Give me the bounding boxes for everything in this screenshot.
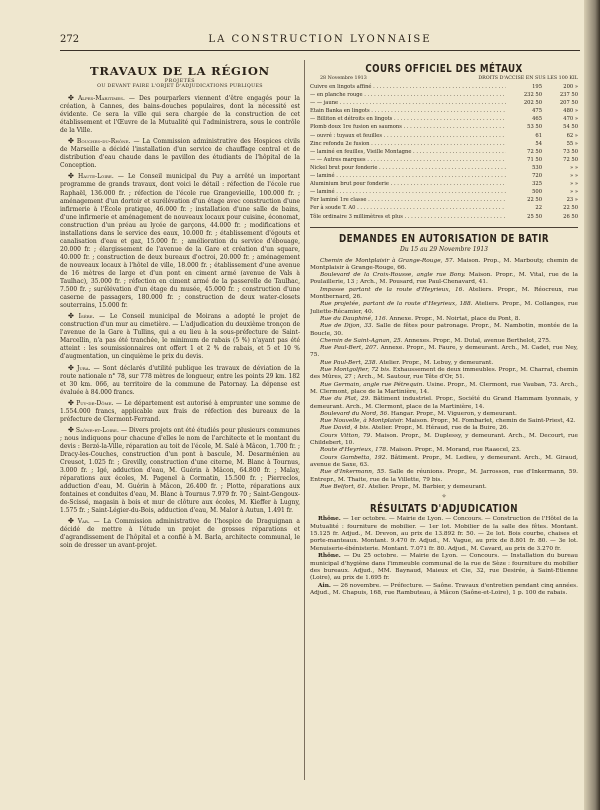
permit-entry [310,287,578,302]
metal-name: — en planche rouge . . . [310,91,506,99]
metal-price-row [310,188,578,196]
metal-price-row [310,164,578,172]
metal-name: — ouvré : tuyaux et feuilles . . . [310,132,506,140]
permit-location: Rue d'Inkermann, 55. [320,469,387,476]
metal-price-row [310,132,578,140]
permit-details: Maison. Propr., M. Fombarlet, chemin de Saint-Priest, 42. [403,418,576,425]
metal-price-low: 72 50 [527,148,542,155]
metal-price-row [310,148,578,156]
travaux-place: Var. [77,518,90,526]
travaux-subtitle2: OU DEVANT FAIRE L'OBJET D'ADJUDICATIONS PUBLIQUES [97,84,263,89]
travaux-list [60,94,300,551]
permit-entry [310,484,578,491]
travaux-place: Saône-et-Loire. [75,426,119,434]
metal-price-row [310,180,578,188]
travaux-text: — Le Conseil municipal de Moirans a adopté le projet de construction d'un mur au cimetière. — L'adjudication du deuxième tronçon de l'avenue de la Gare à Tullins, qui a eu lieu à la sous-préfecture de Saint-Marcellin, n'a pas été tranchée, le minimum de rabais (5 %) n'ayant pas été atteint : les soumissionnaires ont offert 1 et 2 % de rabais, et 5 et 10 % d'augmentation, un cinquième le prix du devis. [60,313,300,361]
travaux-text: — Divers projets ont été étudiés pour plusieurs communes ; nous indiquons pour chacune d'elles le nom de l'architecte et le montant du devis : Berzé-la-Ville, réparation au toit de l'école, M. Salé à Mâcon, 1.700 fr. ; Dracy-les-Couches, construction d'un pont à bascule, M. Desarménien au Creusot, 1.025 fr. ; Grevilly, construction d'une citerne, M. Blanc à Tournus, 3.000 fr. ; Igé, adduction d'eau, M. Guérin à Mâcon, 64.800 fr. ; Malay, réparations aux écoles, M. Pagenel à Cormatin, 15.500 fr. ; Pierreclos, adduction d'eau, M. Guérin à Mâcon, 26.400 fr. ; Plotte, réparations aux fontaines et conduites d'eau, M. Blanc à Tournus 7.979 fr. 70 ; Saint-Gengoux-de-Scissé, magasin à bois et mur de clôture aux écoles, M. Kieffer à Lugny, 1.575 fr. ; Saint-Légier-du-Bois, adduction d'eau, M. Malor à Autun, 1.491 fr. [60,426,300,515]
adjudication-place: Rhône. [318,516,341,523]
metal-name: — laminé . . . [310,172,506,180]
ornament-icon: ✤ [68,363,74,372]
metal-name: Etain Banka en lingots . . . [310,107,506,115]
permit-details: Usine. Propr., M. Clermont, rue Vauban, 73. Arch., M. Clermont, place de la Martinière, 14. [310,381,578,395]
metal-price-low: 54 [535,140,542,147]
metal-price-high: 55 » [566,140,578,147]
metal-price-high: » » [570,189,578,196]
metal-name: Nickel brut pour fonderie . . . [310,164,506,172]
permit-details: Ateliers. Propr., M. Collanges, rue Juliette-Récamier, 40. [310,301,578,315]
permit-entry [310,396,578,411]
permit-entry [310,425,578,432]
metal-price-high: 23 » [566,197,578,204]
adjudication-text: — 26 novembre. — Préfecture. — Saône. Travaux d'entretien pendant cinq années. Adjud., M. Chapuis, 168, rue Rambuteau, à Mâcon (Saône-et-Loire), 1 p. 100 de rabais. [310,582,578,597]
metal-price-row [310,115,578,123]
metal-price-high: 72 50 [563,156,578,163]
permit-details: Ateliers. Propr., M. Réocreux, rue Montbernard, 26. [310,286,578,301]
metal-price-low: 22 [535,205,542,212]
adjudication-paragraph [310,516,578,553]
travaux-text: — La Commission administrative de l'hospice de Draguignan a décidé de mettre à l'étude un projet de grosses réparations et d'agrandissement de l'hôpital et a confié à M. Barla, architecte communal, le soin de dresser un avant-projet. [60,518,300,550]
left-column [60,60,300,780]
permit-details: Annexe. Propr., M. Faure, y demeurant. Arch., M. Cadet, rue Ney, 75. [310,345,578,359]
travaux-text: — La Commission administrative des Hospices civils de Marseille a décidé l'installation d'un service de chauffage central et de distribution d'eau chaude dans le pavillon des étudiants de l'hôpital de la Conception. [60,138,300,170]
ornament-icon: ✤ [68,398,74,407]
metal-price-high: 480 » [563,108,578,115]
metal-price-low: 195 [532,84,542,90]
metal-name: Plomb doux 1re fusion en saumons . . . [310,123,506,131]
travaux-paragraph [60,426,300,516]
permit-entry [310,367,578,382]
permit-entry [310,382,578,397]
metal-price-high: 200 » [563,84,578,90]
metal-price-high: 26 50 [563,213,578,220]
metal-name: Aluminium brut pour fonderie . . . [310,180,506,188]
metaux-title: COURS OFFICIEL DES MÉTAUX [365,63,523,75]
permit-entry [310,258,578,273]
journal-title: LA CONSTRUCTION LYONNAISE [208,34,432,45]
adjudication-text: — Du 25 octobre. — Mairie de Lyon. — Concours. — Installation du bureau municipal d'hygiène dans l'immeuble communal de la rue de Sèze : fourniture du mobilier des bureaux. Adjud., MM. Baynaud, Maieux et Cie, 32, rue Desirée, à Saint-Etienne (Loire), au prix de 1.695 fr. [310,553,578,582]
batir-title: DEMANDES EN AUTORISATION DE BATIR [338,232,550,245]
permit-location: Rue Montgolfier, 72 bis. [320,367,391,374]
travaux-paragraph [60,137,300,170]
permit-details: Maison. Prop., M. Marbouty, chemin de Montplaisir à Grange-Rouge, 66. [310,257,578,271]
metal-name: Fer laminé 1re classe . . . [310,196,506,204]
metal-price-low: 465 [532,116,542,123]
metal-price-row [310,123,578,131]
adjudication-paragraph [310,553,578,583]
ornament-icon: ✤ [68,137,74,146]
metal-name: — laminé en feuilles, Vieille Montagne . . . [310,148,506,156]
metal-price-low: 25 50 [527,213,542,220]
metal-price-low: 71 50 [527,156,542,163]
permit-location: Rue Paul-Bert, 207. [320,345,379,352]
travaux-place: Jura. [76,364,91,372]
travaux-paragraph [60,364,300,397]
permit-details: Annexes. Propr., M. Dutal, avenue Berthelot, 275. [402,337,551,344]
permit-details: Salle de réunions. Propr., M. Jarrosson, rue d'Inkermann, 59. Entrepr., M. Thaite, rue de la Villette, 79 bis. [310,469,578,483]
running-header [60,34,580,51]
adjudication-text: — 1er octobre. — Mairie de Lyon. — Concours. — Construction de l'Hôtel de la Mutualité : fourniture de mobilier. — 1er lot. Mobilier de la salle des fêtes. Montant. 15.125 fr. Adjud., M. Drevon, au prix de 13.892 fr. 50. — 2e lot. Bois courbe, chaises et porte-manteaux. Montant. 9.470 fr. Adjud., M. Vague, au prix de 8.801 fr. 80. — 3e lot. Menuiserie-ébénisterie. Montant. 7.071 fr. 80. Adjud., M. Cavard, au prix de 3.270 fr. [310,516,578,552]
metal-price-row [310,107,578,115]
adjudication-paragraph [310,583,578,598]
metal-name: — Billiton et détroits en lingots . . . [310,115,506,123]
permit-location: Boulevard du Nord, 56. [320,410,390,417]
metal-name: — — jaune . . . [310,99,506,107]
permit-location: Rue Paul-Bert, 238. [320,359,378,366]
metal-price-row [310,83,578,91]
travaux-paragraph [60,517,300,550]
right-column [310,60,578,780]
ornament-icon: ✤ [68,425,74,434]
permit-location: Rue Nouvelle, à Montplaisir. [320,418,404,425]
metal-price-row [310,91,578,99]
permit-entry [310,323,578,338]
permit-location: Rue Germain, angle rue Pétrequin. [320,381,425,388]
metal-price-low: 500 [532,189,542,196]
metal-price-row [310,204,578,212]
travaux-place: Haute-Loire. [77,173,114,181]
batir-list [310,258,578,492]
metal-price-low: 61 [535,132,542,139]
metaux-column-heading: DROITS D'ACCISE EN SUS LES 100 KIL [478,76,578,81]
permit-location: Rue du Dauphiné, 116. [320,315,388,322]
permit-location: Cours Vitton, 79. [320,432,373,439]
permit-details: Bâtiment industriel. Propr., Société du Grand Hammam lyonnais, y demeurant. Arch., M. Clermont, place de la Martinière, 14. [310,396,578,410]
travaux-place: Isère. [78,313,95,321]
divider-1 [310,227,578,228]
travaux-title: TRAVAUX DE LA RÉGION [90,64,270,78]
metal-price-low: 720 [532,173,542,180]
travaux-place: Bouches-du-Rhône. [76,138,131,146]
metal-price-high: 73 50 [563,148,578,155]
travaux-text: — Des pourparlers viennent d'être engagés pour la création, à Cannes, des bains-douches populaires, dont la nécessité est évidente. Ce sera la ville qui sera chargée de la construction de cet établissement et l'Œuvre de la Mutualité qui l'administrera, sous le contrôle de la Ville. [60,95,300,135]
metal-name: — laminé . . . [310,188,506,196]
permit-entry [310,433,578,448]
metal-name: Zinc refondu 2e fusion . . . [310,140,506,148]
permit-entry [310,455,578,470]
adjudication-list [310,516,578,597]
permit-location: Rue Belfort, 61. [320,483,367,490]
permit-location: Boulevard de la Croix-Rousse, angle rue Bony. [320,272,466,279]
metal-price-row [310,213,578,221]
permit-location: Chemin de Montplaisir à Grange-Rouge, 57. [320,257,455,264]
metal-price-high: 62 » [566,132,578,139]
metal-price-high: 470 » [563,116,578,123]
column-divider [304,60,305,780]
metal-price-low: 22 50 [527,197,542,204]
permit-location: Impasse partant de la route d'Heyrieux, 16. [320,286,465,293]
ornament-icon: ✤ [68,172,74,181]
metal-name: Tôle ordinaire 3 millimètres et plus . . . [310,213,506,221]
travaux-text: — Le Conseil municipal du Puy a arrêté un important programme de grands travaux, dont voici le détail : réfection de l'école rue Raphaël, 136.000 fr. ; réfection de l'école rue Grangevieille, 100.000 fr. ; aménagement d'un dortoir et surélévation d'un étage avec construction d'une infirmerie à l'École pratique, 46.000 fr. ; installation d'une salle de bains, d'une infirmerie et aménagement de nouveaux locaux pour cuisine, économat, construction d'un préau au lycée de garçons, 44.000 fr. ; modifications et installations dans le service des eaux, 10.000 fr. ; établissement d'égouts et canalisation d'eau et gaz, 15.000 fr. ; amélioration du service d'ébouage, 20.000 fr. ; élargissement de l'avenue de la Gare et création d'un square, 40.000 fr. ; construction de deux bureaux d'octroi, 20.000 fr. ; aménagement de nouveaux locaux à l'hôtel de ville, 18.000 fr. ; établissement d'une avenue de 16 mètres de large et d'un pont en ciment armé (avenue de Vals à Taulhac), 35.000 fr. ; réfection en ciment armé de la passerelle de Taulhac, 7.500 fr. ; surélévation d'un étage du musée, 45.000 fr. ; construction d'une caserne de passagers, 180.000 fr. ; construction de deux water-closets souterrains, 15.000 fr. [60,173,300,310]
permit-location: Chemin de Saint-Agnan, 25. [320,337,403,344]
metal-price-low: 325 [532,181,542,188]
adjudication-title: RÉSULTATS D'ADJUDICATION [369,503,519,516]
metaux-table [310,83,578,221]
metal-price-high: » » [570,173,578,180]
metaux-date: 28 Novembre 1913 [320,76,367,81]
permit-entry [310,469,578,484]
permit-entry [310,345,578,360]
ornament-icon: ✤ [68,94,74,102]
ornament-icon: ✤ [68,312,74,321]
binding-gutter [584,0,600,810]
permit-location: Rue du Plat, 29. [320,396,371,403]
permit-details: Atelier. Propr., M. Barbier, y demeurant. [366,483,487,490]
adjudication-place: Ain. [318,582,331,589]
page-number: 272 [60,34,80,45]
permit-location: Rue David, 4 bis. [320,425,370,432]
metal-price-high: 237 50 [559,92,578,99]
permit-details: Bâtiment. Propr., M. Ledieu, y demeurant. Arch., M. Giraud, avenue de Saxe, 63. [310,454,578,468]
travaux-text: — Sont déclarés d'utilité publique les travaux de déviation de la route nationale n° 78, sur 778 mètres de longueur, entre les points 29 km. 182 et 30 km. 066, au territoire de la commune de Patornay. La dépense est évaluée à 84.000 francs. [60,364,300,396]
permit-location: Route d'Heyrieux, 178. [320,447,388,454]
metal-name: — — Autres marques . . . [310,156,506,164]
separator-ornament: ✧ [441,493,447,501]
metal-price-low: 202 50 [523,100,542,107]
metal-price-low: 232 50 [523,92,542,99]
metal-price-row [310,172,578,180]
metal-price-low: 53 50 [527,124,542,131]
metal-price-low: 475 [532,108,542,115]
permit-location: Rue projetée, partant de la route d'Heyrieux, 188. [320,301,473,308]
metal-price-row [310,156,578,164]
metal-price-high: 207 50 [559,100,578,107]
travaux-paragraph [60,312,300,361]
permit-details: Exhaussement de deux immeubles. Propr., M. Charrat, chemin des Mûres, 27 ; Arch., M. Sautour, rue Tête d'Or, 51. [310,367,578,381]
metal-price-row [310,99,578,107]
travaux-subtitle: PROJETÉS [164,79,196,84]
batir-dates: Du 15 au 29 Novembre 1913 [400,245,488,253]
permit-entry [310,447,578,454]
travaux-paragraph [60,94,300,135]
ornament-icon: ✤ [68,517,74,526]
travaux-text: — Le département est autorisé à emprunter une somme de 1.554.000 francs, applicable aux frais de réfection des bureaux de la préfecture de Clermont-Ferrand. [60,399,300,423]
permit-details: Maison. Propr., M. Vital, rue de la Poulaillerie, 13 ; Arch., M. Pousard, rue Paul-Chenavard, 41. [310,272,578,286]
adjudication-place: Rhône. [318,553,341,560]
travaux-paragraph [60,399,300,424]
metal-price-high: 54 50 [563,124,578,131]
permit-details: Atelier. Propr., M. Lebuy, y demeurant. [377,359,494,366]
permit-details: Annexe. Propr., M. Noirtat, place du Pont, 8. [387,315,521,322]
travaux-place: Puy-de-Dôme. [76,399,114,407]
metal-price-low: 530 [532,164,542,171]
permit-location: Rue de Dijon, 33. [320,323,374,330]
metal-name: Fer à soude T. A0 . . . [310,204,506,212]
permit-entry [310,338,578,345]
metal-price-row [310,196,578,204]
permit-location: Cours Gambetta, 192. [320,454,388,461]
metal-name: Cuivre en lingots affiné . . . [310,83,506,91]
metal-price-high: » » [570,181,578,188]
permit-details: Salle de fêtes pour patronage. Propr., M. Nambotin, montée de la Boucle, 30. [310,323,578,337]
permit-details: Atelier. Propr., M. Héraud, rue de la Buire, 26. [369,425,509,432]
permit-details: Maison. Propr., M. Duplessy, y demeurant. Arch., M. Decourt, rue Childebert, 10. [310,432,578,447]
permit-entry [310,272,578,287]
permit-entry [310,360,578,367]
permit-entry [310,301,578,316]
permit-details: Hangar. Propr., M. Vigueron, y demeurant. [389,410,517,417]
metal-price-row [310,140,578,148]
travaux-paragraph [60,172,300,310]
metal-price-high: » » [570,164,578,171]
metal-price-high: 22 50 [563,205,578,212]
metaux-header [310,76,578,81]
permit-details: Maison. Propr., M. Morand, rue Raaecel, 23. [387,447,521,454]
travaux-place: Alpes-Maritimes. [77,95,125,102]
